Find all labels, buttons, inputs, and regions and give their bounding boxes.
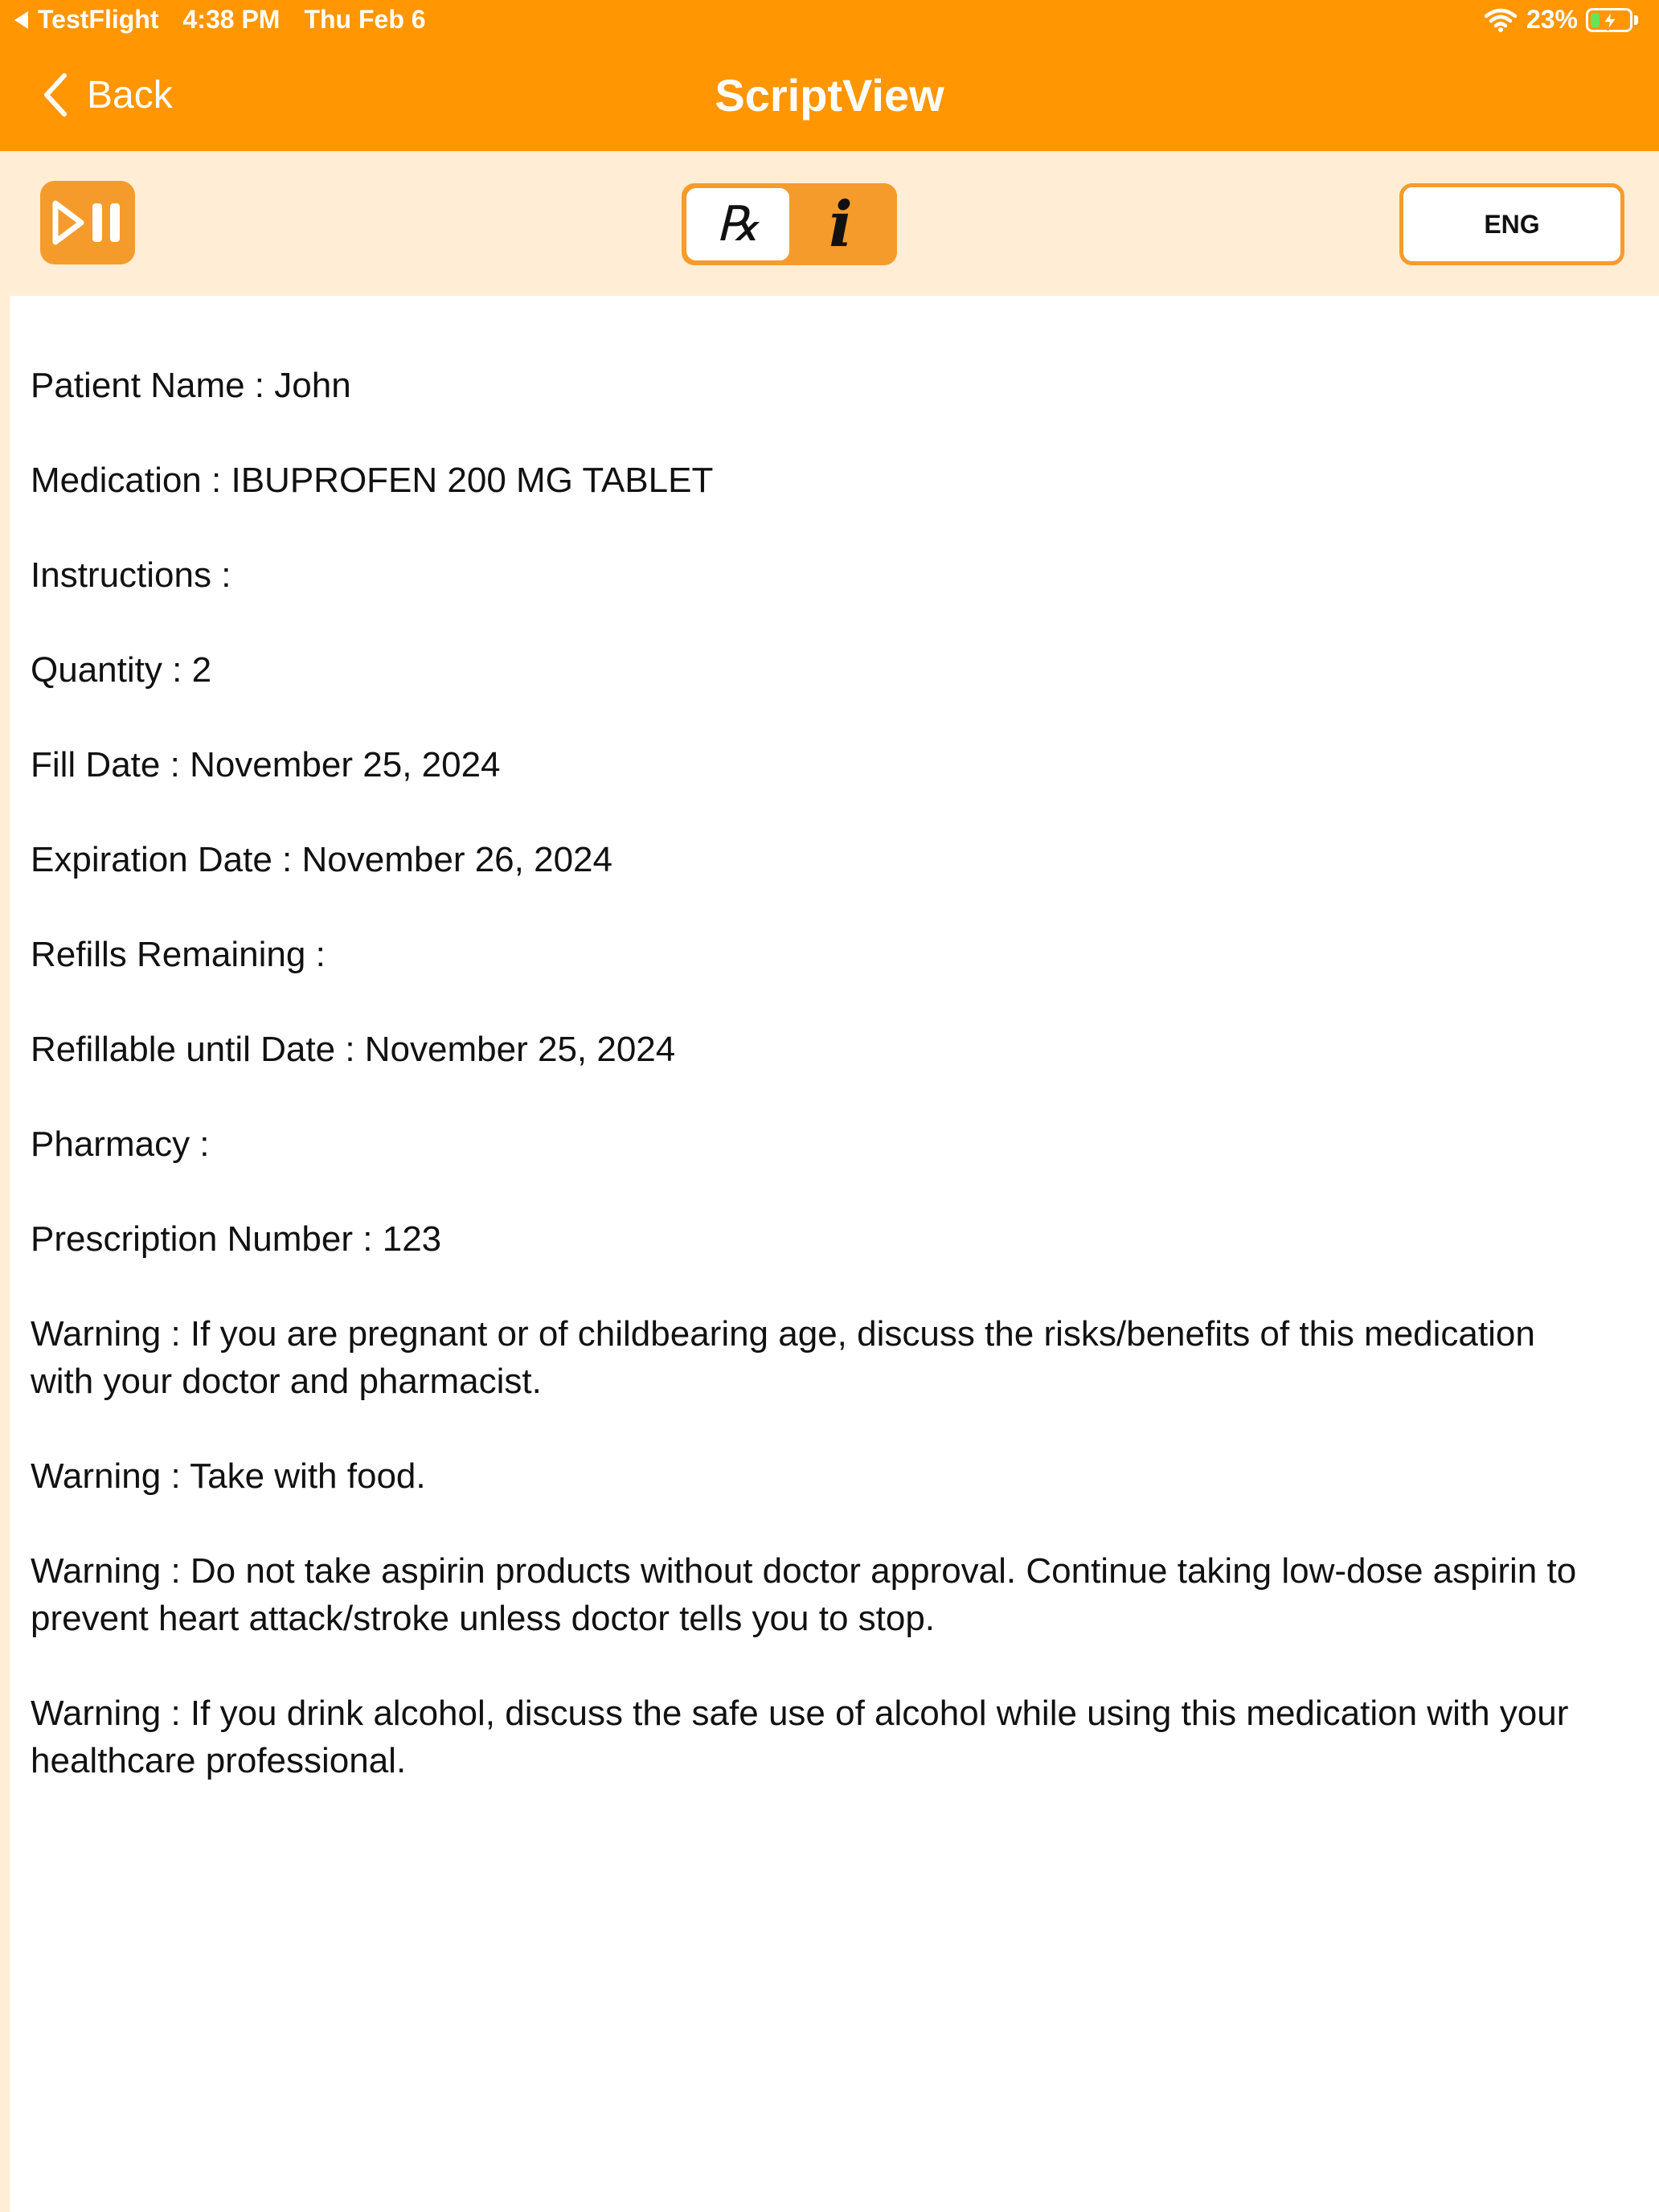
field-label: Refillable until Date: [31, 1030, 336, 1069]
prescription-details: [31, 362, 1606, 1832]
field-row: [31, 836, 1606, 883]
field-value: If you are pregnant or of childbearing age, discuss the risks/benefits of this medication with your doctor and pharmacist.: [31, 1314, 1535, 1401]
status-date: Thu Feb 6: [304, 5, 426, 34]
field-separator: :: [244, 366, 275, 405]
field-row: [31, 457, 1606, 504]
field-label: Quantity: [31, 650, 162, 690]
field-separator: :: [272, 840, 302, 879]
status-right: [1485, 5, 1638, 35]
field-row: [31, 1310, 1606, 1405]
back-button-label: Back: [87, 73, 173, 117]
field-separator: :: [335, 1030, 365, 1069]
segment-info[interactable]: [789, 188, 892, 260]
field-label: Warning: [31, 1456, 162, 1496]
field-label: Pharmacy: [31, 1124, 190, 1164]
battery-percent: 23%: [1526, 5, 1578, 34]
language-button[interactable]: ENG: [1399, 183, 1624, 265]
field-label: Refills Remaining: [31, 935, 306, 974]
field-separator: :: [161, 1694, 190, 1733]
field-label: Warning: [31, 1551, 162, 1591]
field-separator: :: [161, 1314, 190, 1354]
left-edge-strip: [0, 296, 10, 2212]
charging-bolt-icon: [1601, 10, 1619, 31]
field-row: [31, 362, 1606, 409]
field-value: November 25, 2024: [190, 745, 501, 784]
field-separator: :: [190, 1124, 210, 1164]
field-separator: :: [161, 1456, 190, 1496]
info-icon: i: [829, 187, 853, 261]
page-title: ScriptView: [715, 70, 944, 121]
rx-icon: ℞: [716, 196, 760, 252]
wifi-icon: [1485, 8, 1517, 32]
field-separator: :: [211, 555, 231, 595]
segment-rx[interactable]: [686, 188, 789, 260]
field-row: [31, 1547, 1606, 1642]
field-row: [31, 1026, 1606, 1073]
field-value: Do not take aspirin products without doctor approval. Continue taking low-dose aspirin to prevent heart attack/stroke unless doctor tells you to stop.: [31, 1551, 1577, 1638]
app-header: [0, 0, 1659, 151]
field-label: Prescription Number: [31, 1219, 354, 1259]
field-separator: :: [353, 1219, 383, 1259]
field-value: John: [274, 366, 351, 405]
status-left: [14, 5, 426, 35]
field-row: [31, 551, 1606, 599]
view-segmented-control: [682, 183, 897, 265]
field-row: [31, 1452, 1606, 1500]
field-label: Warning: [31, 1694, 162, 1733]
field-separator: :: [161, 1551, 190, 1591]
field-value: IBUPROFEN 200 MG TABLET: [231, 461, 714, 500]
field-separator: :: [305, 935, 326, 974]
field-label: Instructions: [31, 555, 211, 595]
field-value: 123: [382, 1219, 442, 1259]
field-separator: :: [162, 650, 192, 690]
field-row: [31, 646, 1606, 694]
field-separator: :: [160, 745, 190, 784]
field-value: Take with food.: [190, 1456, 426, 1496]
field-row: [31, 931, 1606, 978]
back-to-app-label[interactable]: TestFlight: [38, 5, 159, 34]
field-value: 2: [191, 650, 212, 690]
field-row: [31, 1215, 1606, 1263]
field-value: If you drink alcohol, discuss the safe use of alcohol while using this medication with your healthcare professional.: [31, 1694, 1569, 1780]
status-time: 4:38 PM: [182, 5, 281, 34]
field-label: Expiration Date: [31, 840, 272, 879]
field-row: [31, 1120, 1606, 1168]
toolbar: [0, 151, 1659, 296]
field-label: Patient Name: [31, 366, 245, 405]
field-label: Fill Date: [31, 745, 161, 784]
field-label: Warning: [31, 1314, 162, 1354]
field-label: Medication: [31, 461, 202, 500]
back-to-app-icon[interactable]: [14, 11, 28, 29]
navigation-bar: [0, 43, 1659, 151]
field-value: November 25, 2024: [364, 1030, 676, 1069]
battery-nub: [1634, 15, 1638, 25]
field-separator: :: [201, 461, 231, 500]
battery-fill: [1591, 13, 1600, 27]
battery-icon: [1586, 8, 1632, 32]
field-value: November 26, 2024: [301, 840, 612, 879]
play-pause-icon: [51, 199, 125, 247]
field-row: [31, 741, 1606, 789]
field-row: [31, 1690, 1606, 1784]
play-pause-button[interactable]: [40, 181, 135, 264]
status-bar: [0, 0, 1659, 43]
